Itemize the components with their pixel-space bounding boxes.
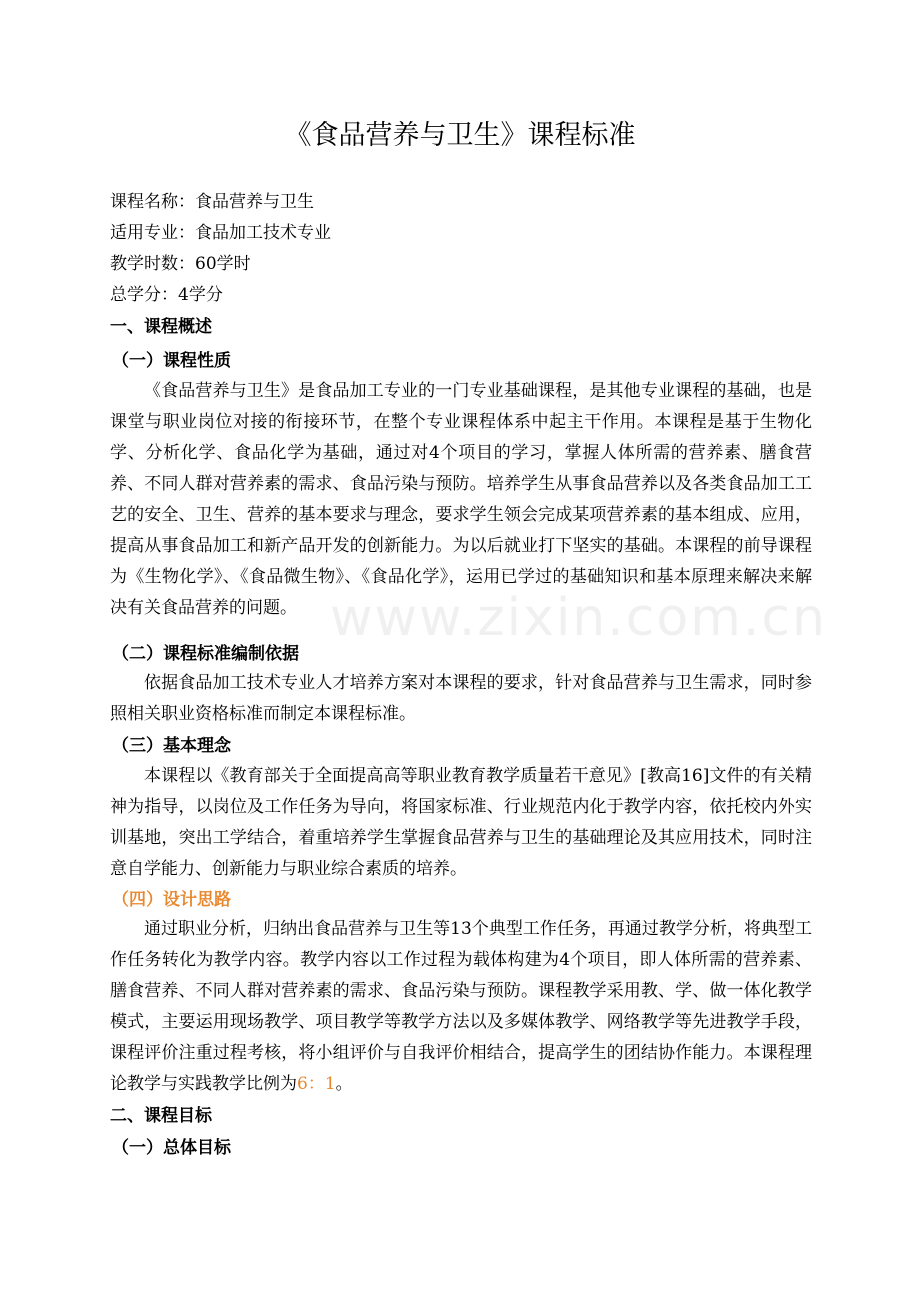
section-1-heading: 一、课程概述 [110, 317, 212, 337]
design-idea-text: 通过职业分析，归纳出食品营养与卫生等13个典型工作任务，再通过教学分析，将典型工作任务转化为教学内容。教学内容以工作过程为载体构建为4个项目，即人体所需的营养素、膳食营养、不同人群对营养素的需求、食品污染与预防。课程教学采用教、学、做一体化教学模式，主要运用现场教学、项目教学等教学方法以及多媒体教学、网络教学等先进教学手段，课程评价注重过程考核，将小组评价与自我评价相结合，提高学生的团结协作能力。本课程理论教学与实践教学比例为 [110, 919, 812, 1094]
hours-line: 教学时数：60学时 [110, 254, 251, 274]
subsection-nature-heading: （一）课程性质 [112, 351, 231, 371]
subsection-basis-heading: （二）课程标准编制依据 [112, 644, 299, 664]
watermark: www.zixin.com.cn [330, 588, 827, 648]
basic-concept-paragraph: 本课程以《教育部关于全面提高高等职业教育教学质量若干意见》[教高16]文件的有关精神为指导，以岗位及工作任务为导向，将国家标准、行业规范内化于教学内容，依托校内外实训基地，突出工学结合，着重培养学生掌握食品营养与卫生的基础理论及其应用技术，同时注意自学能力、创新能力与职业综合素质的培养。 [110, 766, 812, 879]
major-line: 适用专业：食品加工技术专业 [110, 223, 331, 243]
design-idea-end: 。 [335, 1074, 353, 1094]
standard-basis-paragraph: 依据食品加工技术专业人才培养方案对本课程的要求，针对食品营养与卫生需求，同时参照相关职业资格标准而制定本课程标准。 [110, 673, 812, 724]
subsection-concept-heading: （三）基本理念 [112, 736, 231, 756]
teaching-ratio: 6：1 [297, 1074, 336, 1094]
document-title: 《食品营养与卫生》课程标准 [284, 120, 636, 151]
course-name-line: 课程名称：食品营养与卫生 [110, 192, 314, 212]
subsection-design-heading: （四）设计思路 [112, 890, 231, 910]
credits-line: 总学分：4学分 [110, 285, 223, 305]
course-nature-paragraph: 《食品营养与卫生》是食品加工专业的一门专业基础课程，是其他专业课程的基础，也是课堂与职业岗位对接的衔接环节，在整个专业课程体系中起主干作用。本课程是基于生物化学、分析化学、食品化学为基础，通过对4个项目的学习，掌握人体所需的营养素、膳食营养、不同人群对营养素的需求、食品污染与预防。培养学生从事食品营养以及各类食品加工工艺的安全、卫生、营养的基本要求与理念，要求学生领会完成某项营养素的基本组成、应用，提高从事食品加工和新产品开发的创新能力。为以后就业打下坚实的基础。本课程的前导课程为《生物化学》、《食品微生物》、《食品化学》，运用已学过的基础知识和基本原理来解决来解决有关食品营养的问题。 [110, 381, 812, 618]
subsection-overall-goal-heading: （一）总体目标 [112, 1138, 231, 1158]
section-2-heading: 二、课程目标 [110, 1106, 212, 1126]
design-idea-paragraph [110, 914, 812, 1100]
